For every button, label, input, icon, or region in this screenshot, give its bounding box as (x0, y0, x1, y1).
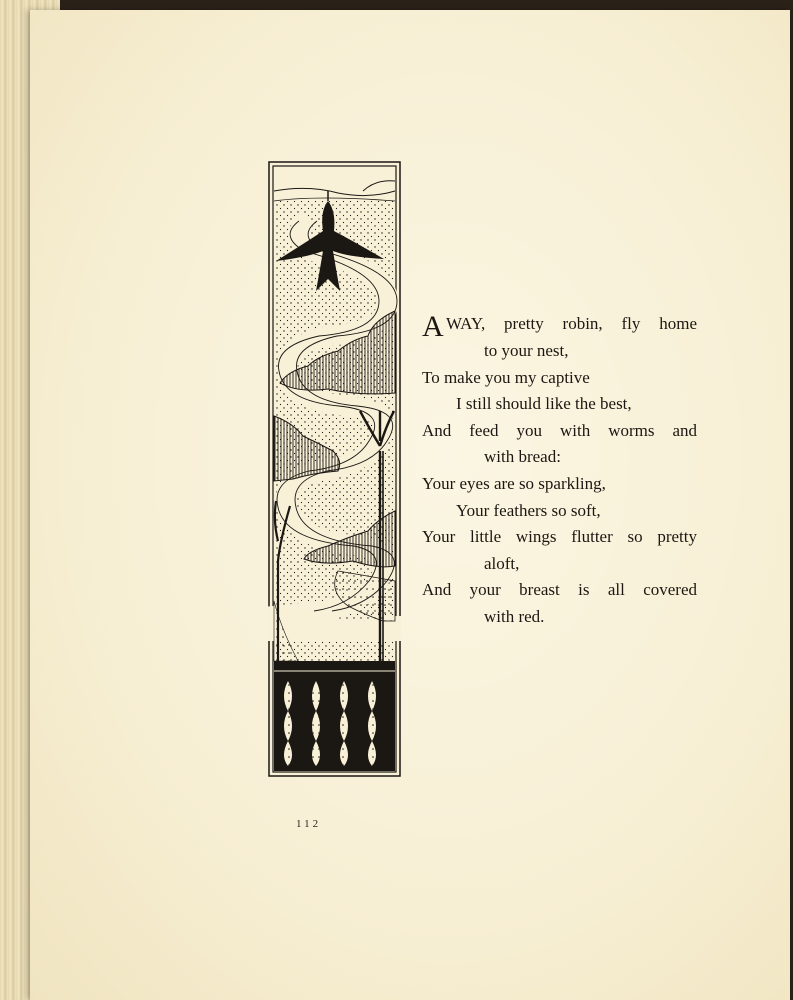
book-page (30, 10, 790, 1000)
poem-line-4: I still should like the best, (456, 394, 632, 414)
drop-cap: A (422, 310, 444, 343)
poem-line-8: Your feathers so soft, (456, 500, 601, 520)
poem-line-text: WAY, pretty robin, fly home (446, 314, 697, 333)
illustration-panel (268, 161, 401, 777)
poem-line-2: to your nest, (484, 341, 569, 360)
poem (422, 310, 697, 631)
poem-line-5: And feed you with worms and (422, 420, 697, 440)
poem-line-9: Your little wings flutter so pretty (422, 527, 697, 547)
poem-line-10: aloft, (484, 553, 520, 573)
poem-line-7: Your eyes are so sparkling, (422, 473, 606, 493)
poem-line-11: And your breast is all covered (422, 580, 697, 600)
poem-line-1 (422, 310, 697, 343)
poem-line-12: with red. (484, 606, 545, 626)
poem-line-3: To make you my captive (422, 367, 590, 387)
poem-line-6: with bread: (484, 447, 561, 467)
balustrade (274, 661, 395, 771)
page-number: 112 (296, 818, 322, 830)
